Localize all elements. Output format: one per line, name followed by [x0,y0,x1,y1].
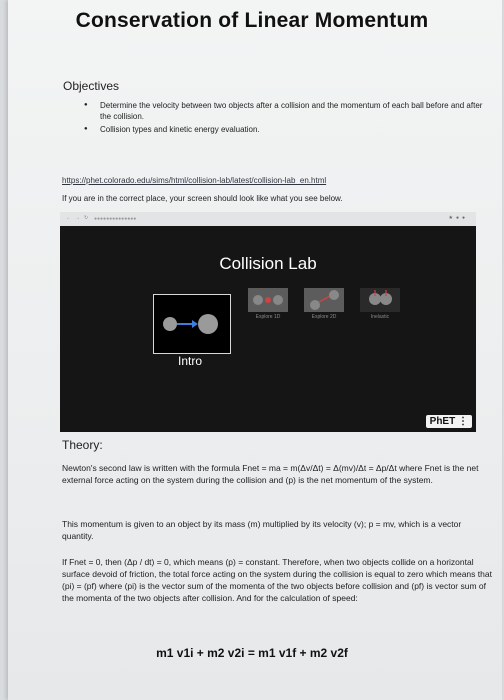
objectives-heading: Objectives [63,79,120,93]
theory-paragraph-1: Newton's second law is written with the formula Fnet = ma = m(Δv/Δt) = Δ(mv)/Δt = Δp/Δt where Fnet is the net external force acting on the system during the collision and (p) is the net momentum of the system. [62,463,479,485]
intro-label: Intro [178,354,203,368]
browser-url: ●●●●●●●●●●●●●● [94,216,137,222]
browser-nav-icons: ←→↻ [66,215,93,221]
phet-logo[interactable]: PhET ⋮ [426,415,472,428]
intro-screen-card[interactable] [153,294,231,354]
simulation-screenshot [60,226,476,432]
inelastic-tile[interactable] [360,288,400,312]
balls-collision-icon [160,313,224,335]
theory-paragraph-2: This momentum is given to an object by its mass (m) multiplied by its velocity (v); p = mv, which is a vector quantity. [62,519,462,541]
objectives-list [84,100,484,137]
objective-item: ● Collision types and kinetic energy evaluation. [84,124,484,135]
objective-item: ● Determine the velocity between two objects after a collision and the momentum of each ball before and after the collision. [84,100,484,122]
explore-2d-label: Explore 2D [311,314,337,320]
explore-2d-tile[interactable] [304,288,344,312]
theory-heading: Theory: [62,438,103,452]
instruction-text: If you are in the correct place, your screen should look like what you see below. [62,194,343,203]
simulation-link[interactable]: https://phet.colorado.edu/sims/html/collision-lab/latest/collision-lab_en.html [62,176,327,185]
browser-tool-icons: ★●● [448,215,468,221]
balls-inelastic-icon [360,288,400,312]
balls-1d-icon [248,288,288,312]
momentum-formula: m1 v1i + m2 v2i = m1 v1f + m2 v2f [156,646,348,660]
phet-brand-text: PhET [429,416,456,427]
balls-2d-icon [304,288,344,312]
app-title: Collision Lab [219,254,317,273]
explore-1d-label: Explore 1D [255,314,281,320]
browser-bar [60,212,476,226]
page-title: Conservation of Linear Momentum [75,9,429,32]
inelastic-label: Inelastic [370,314,390,320]
explore-1d-tile[interactable] [248,288,288,312]
theory-paragraph-3: If Fnet = 0, then (Δp / dt) = 0, which means (p) = constant. Therefore, when two objects collide on a horizontal surface devoid of friction, the total force acting on the system during the collision is equal to zero which means that (pi) = (pf) where (pi) is the vector sum of the momenta of the two objects before collision and (pf) is vector sum of the momenta of the two objects after collision. And for the calculation of speed: [62,557,492,603]
